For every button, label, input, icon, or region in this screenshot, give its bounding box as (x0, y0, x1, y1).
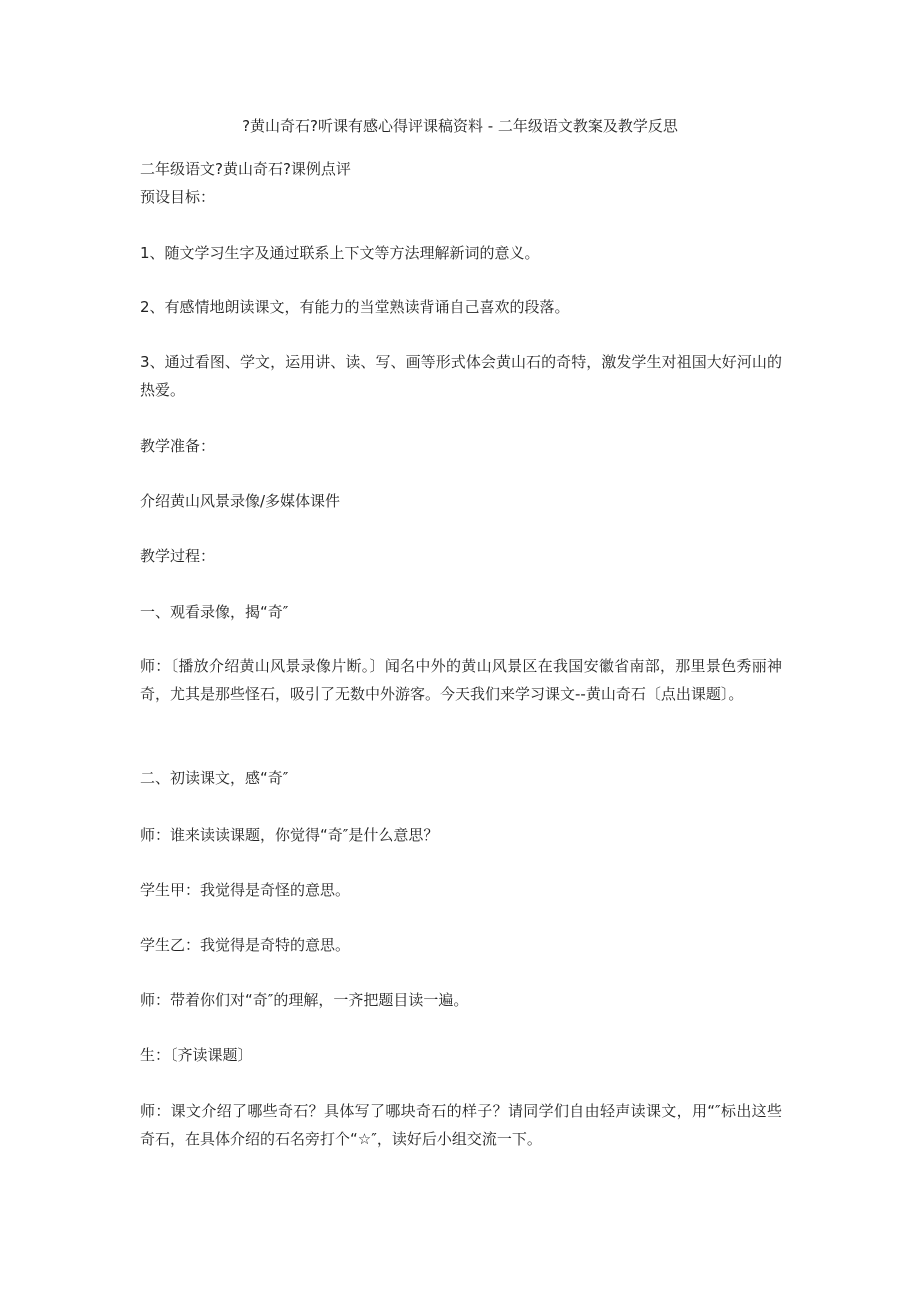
process-heading: 教学过程： (140, 547, 216, 565)
paragraph-6: 生：〔齐读课题〕 (140, 1046, 253, 1064)
prep-heading: 教学准备： (140, 437, 216, 455)
goal-item-3: 3、通过看图、学文，运用讲、读、写、画等形式体会黄山石的奇特，激发学生对祖国大好河山的热爱。 (140, 353, 782, 399)
paragraph-2: 师：谁来读读课题，你觉得“奇″是什么意思？ (140, 826, 439, 844)
paragraph-5: 师：带着你们对“奇″的理解，一齐把题目读一遍。 (140, 991, 469, 1009)
lesson-subtitle: 二年级语文?黄山奇石?课例点评 (140, 160, 351, 178)
paragraph-3: 学生甲：我觉得是奇怪的意思。 (140, 881, 351, 899)
prep-text: 介绍黄山风景录像/多媒体课件 (140, 492, 341, 510)
document-title: ?黄山奇石?听课有感心得评课稿资料 - 二年级语文教案及教学反思 (242, 117, 678, 135)
section-heading-2: 二、初读课文，感“奇″ (140, 769, 289, 787)
goal-item-2: 2、有感情地朗读课文，有能力的当堂熟读背诵自己喜欢的段落。 (140, 298, 570, 316)
paragraph-7: 师：课文介绍了哪些奇石？具体写了哪块奇石的样子？请同学们自由轻声读课文，用“″标出这些奇石，在具体介绍的石名旁打个“☆″，读好后小组交流一下。 (140, 1102, 782, 1148)
goal-item-1: 1、随文学习生字及通过联系上下文等方法理解新词的意义。 (140, 244, 540, 262)
paragraph-1: 师：〔播放介绍黄山风景录像片断。〕闻名中外的黄山风景区在我国安徽省南部，那里景色秀丽神奇，尤其是那些怪石，吸引了无数中外游客。今天我们来学习课文--黄山奇石〔点出课题〕。 (140, 657, 782, 703)
goals-heading: 预设目标： (140, 188, 216, 206)
section-heading-1: 一、观看录像，揭“奇″ (140, 603, 289, 621)
paragraph-4: 学生乙：我觉得是奇特的意思。 (140, 936, 351, 954)
